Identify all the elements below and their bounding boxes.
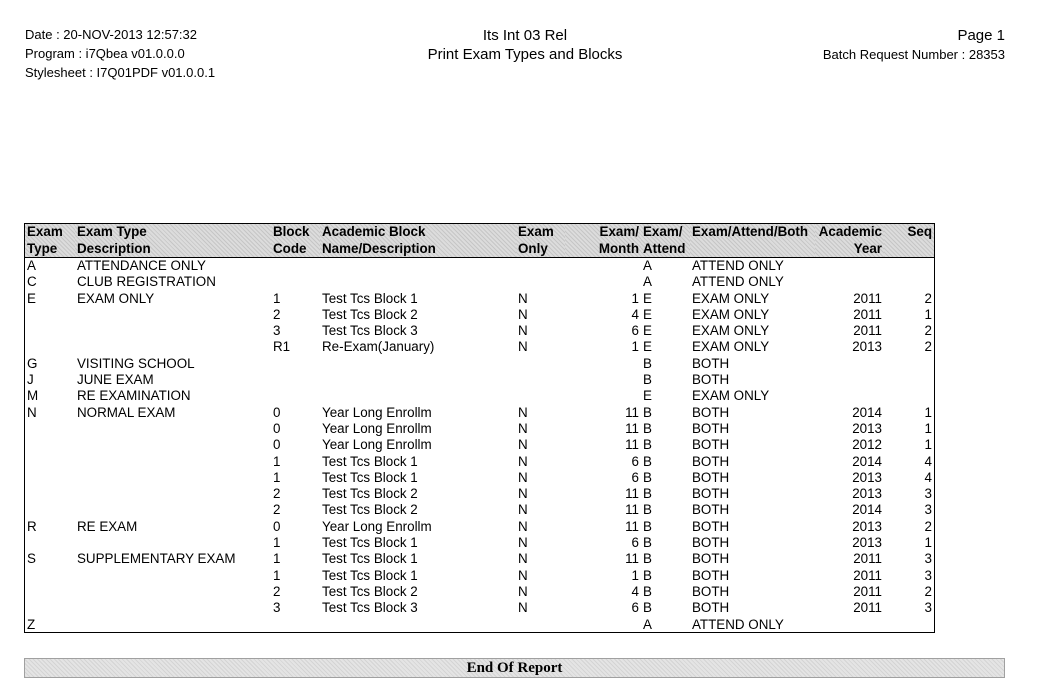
- cell-exam-attend-both: EXAM ONLY: [692, 339, 770, 355]
- cell-exam-only: N: [518, 404, 528, 420]
- batch-request-number: Batch Request Number : 28353: [822, 47, 1005, 62]
- cell-exam-type: Z: [27, 616, 36, 632]
- cell-exam-attend-both: EXAM ONLY: [692, 306, 770, 322]
- table-row: [25, 421, 934, 437]
- cell-exam-month: 11: [625, 437, 639, 453]
- report-date: Date : 20-NOV-2013 12:57:32: [25, 27, 198, 42]
- cell-exam-attend-both: BOTH: [692, 583, 730, 599]
- cell-block-code: 2: [273, 583, 281, 599]
- cell-seq: 1: [924, 437, 932, 453]
- cell-academic-year: 2011: [853, 583, 882, 599]
- cell-seq: 3: [924, 567, 932, 583]
- col-header-line: Code: [273, 240, 307, 256]
- cell-seq: 4: [924, 453, 932, 469]
- cell-exam-attend-both: BOTH: [692, 372, 730, 388]
- cell-exam-type: J: [27, 372, 34, 388]
- cell-exam-attend-both: BOTH: [692, 437, 730, 453]
- cell-academic-block-name: Test Tcs Block 2: [322, 486, 418, 502]
- cell-exam-attend: B: [643, 600, 652, 616]
- cell-exam-only: [516, 258, 565, 275]
- cell-exam-month: [565, 372, 641, 388]
- cell-exam-type: A: [27, 258, 36, 273]
- cell-exam-attend: B: [643, 420, 652, 436]
- cell-exam-attend-both: ATTEND ONLY: [692, 616, 784, 632]
- cell-exam-type: [25, 323, 75, 339]
- cell-academic-block-name: Test Tcs Block 2: [322, 502, 418, 518]
- cell-exam-type-description: SUPPLEMENTARY EXAM: [77, 551, 236, 567]
- table-row: [25, 258, 934, 275]
- col-header-academic-year: [815, 224, 884, 258]
- cell-exam-type-description: [75, 454, 271, 470]
- cell-exam-attend: B: [643, 404, 652, 420]
- cell-academic-block-name: Test Tcs Block 1: [322, 290, 418, 306]
- cell-block-code: [271, 258, 320, 275]
- cell-exam-month: [565, 617, 641, 633]
- cell-exam-attend-both: BOTH: [692, 420, 730, 436]
- cell-exam-type: E: [27, 290, 36, 306]
- cell-academic-block-name: Test Tcs Block 3: [322, 600, 418, 616]
- cell-seq: [884, 356, 934, 372]
- cell-exam-only: N: [518, 583, 528, 599]
- col-header-line: Academic Block: [322, 224, 426, 239]
- cell-block-code: 2: [273, 502, 281, 518]
- cell-academic-year: 2014: [852, 502, 882, 518]
- cell-exam-type-description: [75, 502, 271, 518]
- table-row: [25, 551, 934, 567]
- table-row: [25, 519, 934, 535]
- cell-exam-attend: A: [643, 258, 652, 273]
- cell-academic-year: 2014: [852, 453, 882, 469]
- cell-exam-type: [25, 568, 75, 584]
- cell-seq: 2: [924, 583, 932, 599]
- cell-academic-block-name: Test Tcs Block 1: [322, 535, 418, 551]
- cell-academic-block-name: Test Tcs Block 2: [322, 583, 418, 599]
- cell-exam-only: N: [518, 502, 528, 518]
- cell-block-code: R1: [273, 339, 291, 355]
- col-header-exam-type: [25, 224, 75, 258]
- cell-academic-year: 2013: [852, 486, 882, 502]
- cell-academic-year: [815, 274, 884, 290]
- cell-academic-year: 2013: [852, 420, 882, 436]
- table-row: [25, 600, 934, 616]
- cell-exam-attend: E: [643, 290, 652, 306]
- cell-exam-type-description: [75, 600, 271, 616]
- cell-exam-only: [516, 274, 565, 290]
- cell-exam-attend: A: [643, 616, 652, 632]
- cell-exam-type: N: [27, 404, 37, 420]
- cell-exam-only: N: [518, 420, 528, 436]
- cell-exam-type: [25, 339, 75, 355]
- cell-seq: 2: [924, 339, 932, 355]
- cell-exam-type: [25, 470, 75, 486]
- cell-seq: 1: [924, 404, 932, 420]
- table-row: [25, 535, 934, 551]
- table-body: [25, 258, 934, 633]
- cell-academic-block-name: [320, 617, 516, 633]
- cell-seq: 1: [924, 535, 932, 551]
- cell-exam-attend: B: [643, 567, 652, 583]
- cell-exam-type-description: JUNE EXAM: [77, 372, 154, 388]
- cell-block-code: 2: [273, 486, 281, 502]
- cell-seq: 3: [924, 502, 932, 518]
- cell-academic-year: 2011: [853, 290, 882, 306]
- cell-seq: [884, 258, 934, 275]
- col-header-line: Type: [27, 240, 58, 256]
- cell-academic-year: 2011: [853, 567, 882, 583]
- cell-exam-month: 11: [625, 486, 639, 502]
- cell-exam-type: [25, 502, 75, 518]
- cell-exam-month: 1: [631, 290, 639, 306]
- cell-exam-month: 6: [631, 535, 639, 551]
- cell-exam-month: 1: [631, 339, 639, 355]
- table-row: [25, 486, 934, 502]
- cell-academic-block-name: Test Tcs Block 1: [322, 567, 418, 583]
- cell-block-code: 3: [273, 600, 281, 616]
- cell-exam-type: S: [27, 551, 36, 567]
- table-header-row: [25, 224, 934, 258]
- col-header-line: Description: [77, 240, 151, 256]
- col-header-academic-block-name: [320, 224, 516, 258]
- cell-exam-only: [516, 617, 565, 633]
- cell-exam-attend: E: [643, 388, 652, 404]
- cell-academic-year: 2011: [853, 551, 882, 567]
- cell-seq: [884, 617, 934, 633]
- cell-academic-year: 2011: [853, 306, 882, 322]
- cell-exam-month: [565, 274, 641, 290]
- cell-academic-block-name: Test Tcs Block 2: [322, 306, 418, 322]
- end-of-report-banner: End Of Report: [24, 658, 1005, 678]
- cell-exam-attend-both: BOTH: [692, 551, 730, 567]
- cell-exam-only: N: [518, 469, 528, 485]
- cell-exam-attend: B: [643, 535, 652, 551]
- cell-academic-block-name: [320, 372, 516, 388]
- cell-exam-attend: B: [643, 518, 652, 534]
- cell-exam-month: 6: [631, 469, 639, 485]
- table-row: [25, 388, 934, 404]
- cell-exam-only: [516, 356, 565, 372]
- cell-exam-attend-both: BOTH: [692, 600, 730, 616]
- cell-block-code: 0: [273, 437, 281, 453]
- table-row: [25, 470, 934, 486]
- cell-block-code: [271, 617, 320, 633]
- cell-seq: 3: [924, 551, 932, 567]
- cell-exam-only: N: [518, 306, 528, 322]
- cell-exam-type-description: NORMAL EXAM: [77, 404, 176, 420]
- col-header-line: Month: [598, 240, 639, 256]
- cell-exam-attend-both: BOTH: [692, 502, 730, 518]
- col-header-exam-type-description: [75, 224, 271, 258]
- report-paging: [823, 26, 1005, 64]
- cell-exam-month: [565, 356, 641, 372]
- cell-exam-attend: A: [643, 274, 652, 290]
- cell-exam-attend-both: BOTH: [692, 469, 730, 485]
- table-row: [25, 454, 934, 470]
- col-header-line: Exam: [27, 224, 63, 239]
- cell-exam-only: [516, 388, 565, 404]
- cell-exam-attend-both: BOTH: [692, 518, 730, 534]
- cell-exam-attend-both: ATTEND ONLY: [692, 258, 784, 273]
- cell-exam-type: [25, 454, 75, 470]
- cell-exam-type-description: [75, 323, 271, 339]
- cell-academic-block-name: Test Tcs Block 1: [322, 551, 418, 567]
- cell-exam-attend: B: [643, 486, 652, 502]
- cell-academic-block-name: Year Long Enrollm: [322, 437, 432, 453]
- cell-exam-attend-both: EXAM ONLY: [692, 388, 770, 404]
- cell-exam-attend-both: BOTH: [692, 486, 730, 502]
- cell-academic-block-name: Year Long Enrollm: [322, 404, 432, 420]
- table-row: [25, 372, 934, 388]
- cell-block-code: [271, 356, 320, 372]
- cell-exam-type: M: [27, 388, 39, 404]
- cell-exam-attend-both: BOTH: [692, 567, 730, 583]
- cell-exam-type-description: VISITING SCHOOL: [77, 355, 195, 371]
- col-header-line: Exam Type: [77, 224, 147, 239]
- cell-exam-attend: B: [643, 355, 652, 371]
- cell-exam-only: N: [518, 518, 528, 534]
- cell-exam-month: 4: [631, 583, 639, 599]
- cell-exam-only: [516, 372, 565, 388]
- cell-exam-attend: E: [643, 323, 652, 339]
- cell-academic-block-name: [320, 356, 516, 372]
- report-titles: [380, 26, 670, 64]
- cell-seq: 3: [924, 600, 932, 616]
- cell-exam-type-description: [75, 307, 271, 323]
- cell-block-code: 0: [273, 404, 281, 420]
- col-header-line: Exam/: [599, 224, 639, 239]
- col-header-exam-attend-both: [690, 224, 815, 258]
- cell-seq: 3: [924, 486, 932, 502]
- cell-exam-attend: E: [643, 339, 652, 355]
- col-header-seq: [884, 224, 934, 258]
- cell-block-code: 0: [273, 420, 281, 436]
- cell-exam-type: [25, 600, 75, 616]
- cell-academic-block-name: [320, 388, 516, 404]
- col-header-line: Exam/: [643, 224, 683, 239]
- cell-exam-attend-both: BOTH: [692, 404, 730, 420]
- cell-exam-attend-both: ATTEND ONLY: [692, 274, 784, 290]
- cell-exam-only: N: [518, 567, 528, 583]
- cell-academic-year: 2014: [852, 404, 882, 420]
- cell-exam-type-description: ATTENDANCE ONLY: [77, 258, 206, 273]
- cell-block-code: 1: [273, 551, 281, 567]
- cell-exam-type: [25, 486, 75, 502]
- cell-seq: 2: [924, 518, 932, 534]
- cell-exam-attend: B: [643, 453, 652, 469]
- col-header-line: Only: [518, 240, 548, 256]
- cell-block-code: 1: [273, 567, 281, 583]
- cell-exam-type-description: [75, 617, 271, 633]
- cell-academic-year: 2011: [853, 323, 882, 339]
- cell-exam-month: 11: [625, 404, 639, 420]
- cell-exam-month: [565, 388, 641, 404]
- exam-types-table: [25, 224, 934, 633]
- cell-academic-block-name: Test Tcs Block 1: [322, 469, 418, 485]
- cell-exam-type-description: [75, 437, 271, 453]
- cell-block-code: 1: [273, 469, 281, 485]
- table-row: [25, 502, 934, 518]
- cell-exam-only: N: [518, 437, 528, 453]
- cell-exam-attend: B: [643, 551, 652, 567]
- table-row: [25, 307, 934, 323]
- table-row: [25, 437, 934, 453]
- cell-academic-year: 2013: [852, 518, 882, 534]
- cell-exam-only: N: [518, 339, 528, 355]
- col-header-line: Exam/Attend/Both: [692, 224, 809, 239]
- col-header-line: Attend: [643, 240, 686, 256]
- table-row: [25, 405, 934, 421]
- cell-block-code: 0: [273, 518, 281, 534]
- cell-exam-only: N: [518, 551, 528, 567]
- cell-block-code: 3: [273, 323, 281, 339]
- cell-exam-month: 6: [631, 323, 639, 339]
- cell-academic-year: [815, 258, 884, 275]
- col-header-line: Year: [853, 240, 882, 256]
- cell-exam-type: [25, 584, 75, 600]
- cell-exam-type: [25, 307, 75, 323]
- cell-academic-block-name: Test Tcs Block 3: [322, 323, 418, 339]
- cell-exam-type-description: [75, 535, 271, 551]
- col-header-line: Academic: [818, 224, 882, 239]
- cell-exam-only: N: [518, 323, 528, 339]
- cell-seq: 2: [924, 290, 932, 306]
- cell-exam-attend: B: [643, 583, 652, 599]
- col-header-exam-attend: [641, 224, 690, 258]
- col-header-block-code: [271, 224, 320, 258]
- cell-exam-type-description: [75, 486, 271, 502]
- table-row: [25, 584, 934, 600]
- cell-exam-attend-both: EXAM ONLY: [692, 323, 770, 339]
- cell-exam-attend: B: [643, 372, 652, 388]
- cell-exam-type: [25, 421, 75, 437]
- cell-block-code: 1: [273, 453, 281, 469]
- cell-exam-month: 1: [631, 567, 639, 583]
- table-row: [25, 568, 934, 584]
- cell-academic-year: 2011: [853, 600, 882, 616]
- cell-exam-type-description: [75, 421, 271, 437]
- cell-seq: [884, 388, 934, 404]
- cell-block-code: 1: [273, 535, 281, 551]
- cell-academic-block-name: [320, 274, 516, 290]
- report-program: Program : i7Qbea v01.0.0.0: [25, 46, 185, 61]
- cell-exam-type: [25, 437, 75, 453]
- cell-exam-only: N: [518, 486, 528, 502]
- cell-exam-month: 11: [625, 551, 639, 567]
- col-header-exam-only: [516, 224, 565, 258]
- cell-exam-month: 11: [625, 502, 639, 518]
- cell-academic-block-name: Re-Exam(January): [322, 339, 435, 355]
- cell-seq: 4: [924, 469, 932, 485]
- cell-exam-attend: B: [643, 502, 652, 518]
- cell-block-code: [271, 274, 320, 290]
- cell-academic-year: 2013: [852, 535, 882, 551]
- cell-academic-block-name: Test Tcs Block 1: [322, 453, 418, 469]
- cell-exam-attend: E: [643, 306, 652, 322]
- cell-exam-attend-both: EXAM ONLY: [692, 290, 770, 306]
- cell-academic-year: 2013: [852, 469, 882, 485]
- cell-exam-type-description: [75, 568, 271, 584]
- cell-exam-only: N: [518, 535, 528, 551]
- cell-exam-type-description: RE EXAMINATION: [77, 388, 191, 404]
- cell-exam-month: 4: [631, 306, 639, 322]
- cell-exam-type-description: CLUB REGISTRATION: [77, 274, 216, 290]
- cell-academic-year: [815, 388, 884, 404]
- cell-seq: 1: [924, 420, 932, 436]
- cell-exam-type: R: [27, 518, 37, 534]
- cell-academic-block-name: Year Long Enrollm: [322, 518, 432, 534]
- cell-exam-type-description: [75, 339, 271, 355]
- cell-exam-only: N: [518, 453, 528, 469]
- cell-exam-month: [565, 258, 641, 275]
- cell-seq: [884, 372, 934, 388]
- report-meta: [25, 25, 215, 82]
- cell-seq: 1: [924, 306, 932, 322]
- cell-academic-year: [815, 356, 884, 372]
- cell-exam-type: C: [27, 274, 37, 290]
- cell-exam-type: G: [27, 355, 38, 371]
- cell-exam-type: [25, 535, 75, 551]
- cell-exam-attend: B: [643, 437, 652, 453]
- cell-exam-only: N: [518, 290, 528, 306]
- report-title: Print Exam Types and Blocks: [427, 46, 623, 63]
- cell-exam-attend: B: [643, 469, 652, 485]
- cell-exam-attend-both: BOTH: [692, 355, 730, 371]
- cell-exam-month: 11: [625, 518, 639, 534]
- cell-exam-type-description: [75, 584, 271, 600]
- cell-academic-year: 2013: [852, 339, 882, 355]
- table-row: [25, 274, 934, 290]
- cell-exam-type-description: [75, 470, 271, 486]
- cell-exam-month: 6: [631, 600, 639, 616]
- cell-academic-block-name: [320, 258, 516, 275]
- cell-academic-year: [815, 617, 884, 633]
- cell-exam-month: 11: [625, 420, 639, 436]
- table-row: [25, 291, 934, 307]
- col-header-line: Name/Description: [322, 240, 436, 256]
- cell-seq: 2: [924, 323, 932, 339]
- table-row: [25, 356, 934, 372]
- col-header-line: Seq: [907, 224, 932, 239]
- cell-academic-block-name: Year Long Enrollm: [322, 420, 432, 436]
- cell-academic-year: [815, 372, 884, 388]
- cell-exam-attend-both: BOTH: [692, 453, 730, 469]
- col-header-line: Exam: [518, 224, 554, 239]
- cell-block-code: 2: [273, 306, 281, 322]
- cell-seq: [884, 274, 934, 290]
- cell-exam-type-description: RE EXAM: [77, 518, 138, 534]
- col-header-line: Block: [273, 224, 310, 239]
- table-row: [25, 339, 934, 355]
- cell-exam-month: 6: [631, 453, 639, 469]
- cell-exam-type-description: EXAM ONLY: [77, 290, 155, 306]
- exam-types-table-frame: [24, 223, 935, 633]
- table-row: [25, 323, 934, 339]
- cell-block-code: [271, 388, 320, 404]
- report-stylesheet: Stylesheet : I7Q01PDF v01.0.0.1: [25, 65, 216, 80]
- cell-academic-year: 2012: [852, 437, 882, 453]
- col-header-exam-month: [565, 224, 641, 258]
- cell-block-code: 1: [273, 290, 281, 306]
- cell-exam-only: N: [518, 600, 528, 616]
- system-title: Its Int 03 Rel: [482, 27, 568, 44]
- cell-exam-attend-both: BOTH: [692, 535, 730, 551]
- cell-block-code: [271, 372, 320, 388]
- page-number: Page 1: [957, 27, 1005, 44]
- table-row: [25, 617, 934, 633]
